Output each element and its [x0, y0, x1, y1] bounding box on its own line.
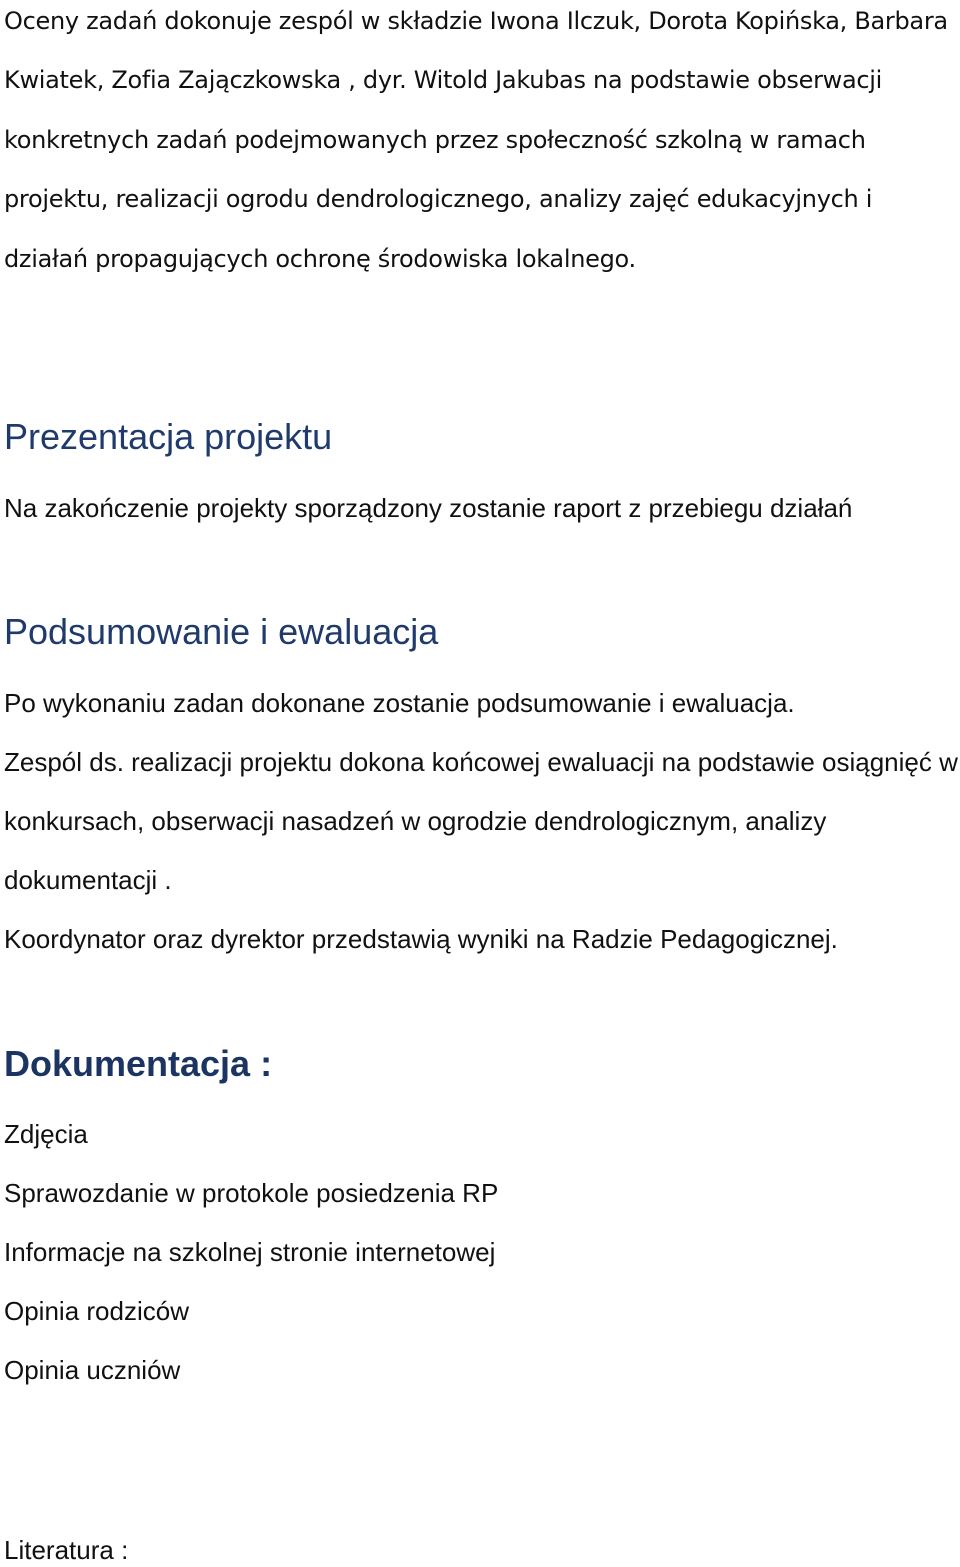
list-item: Zdjęcia — [4, 1119, 88, 1149]
summary-line-last: Koordynator oraz dyrektor przedstawią wyniki na Radzie Pedagogicznej. — [4, 924, 838, 954]
summary-line-1: Po wykonaniu zadan dokonane zostanie podsumowanie i ewaluacja. — [4, 688, 795, 718]
list-item: Opinia rodziców — [4, 1296, 189, 1326]
list-item: Sprawozdanie w protokole posiedzenia RP — [4, 1178, 499, 1208]
summary-paragraph: Zespól ds. realizacji projektu dokona końcowej ewaluacji na podstawie osiągnięć w konkursach, obserwacji nasadzeń w ogrodzie dendrologicznym, analizy dokumentacji . — [4, 747, 958, 895]
intro-paragraph: Oceny zadań dokonuje zespól w składzie Iwona Ilczuk, Dorota Kopińska, Barbara Kwiatek, Zofia Zajączkowska , dyr. Witold Jakubas na podstawie obserwacji konkretnych zadań podejmowanych przez społeczność szkolną w ramach projektu, realizacji ogrodu dendrologicznego, analizy zajęć edukacyjnych i działań propagujących ochronę środowiska lokalnego. — [4, 7, 948, 273]
list-item: Opinia uczniów — [4, 1355, 181, 1385]
summary-heading: Podsumowanie i ewaluacja — [4, 611, 439, 652]
list-item: Informacje na szkolnej stronie internetowej — [4, 1237, 496, 1267]
literature-heading: Literatura : — [4, 1535, 129, 1565]
documentation-heading: Dokumentacja : — [4, 1043, 273, 1084]
documentation-list — [4, 1105, 498, 1400]
presentation-heading: Prezentacja projektu — [4, 416, 333, 457]
presentation-text: Na zakończenie projekty sporządzony zostanie raport z przebiegu działań — [4, 493, 853, 523]
